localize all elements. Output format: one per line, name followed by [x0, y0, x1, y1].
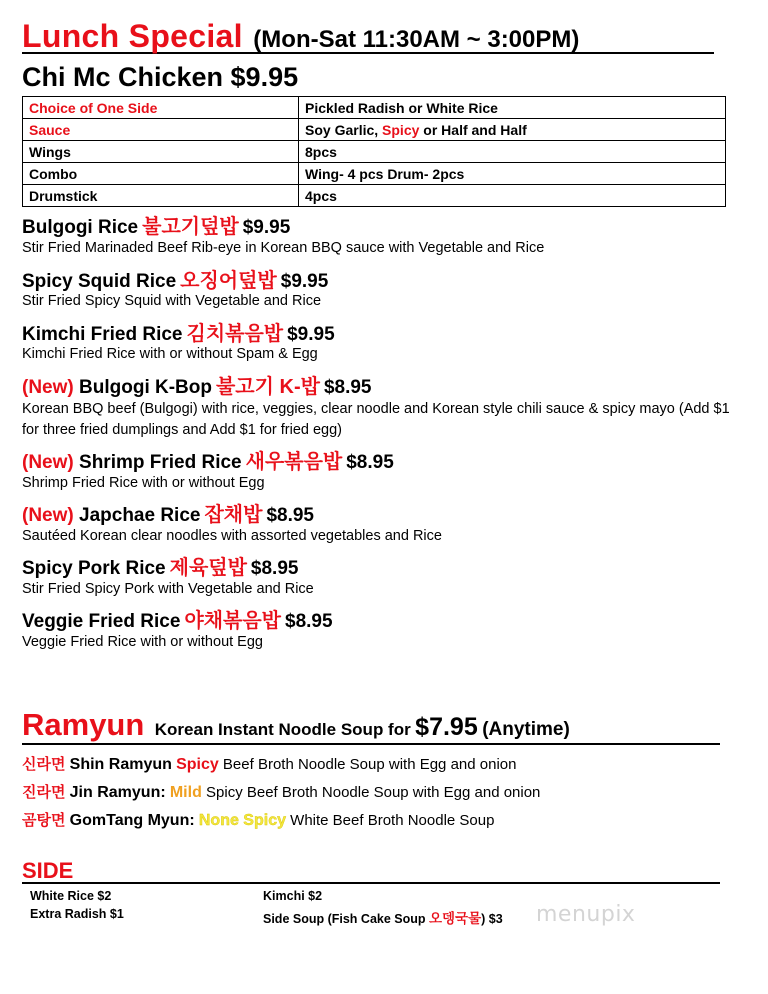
side-white-rice: White Rice $2 — [30, 889, 112, 903]
side-kimchi: Kimchi $2 — [263, 889, 323, 903]
menu-item-description: Korean BBQ beef (Bulgogi) with rice, veggies, clear noodle and Korean style chili sauce & spicy mayo (Add $1 for three fried dumplings and Add $1 for fried egg) — [22, 401, 730, 438]
menu-item-description: Stir Fried Spicy Pork with Vegetable and Rice — [22, 581, 314, 597]
chi-mc-chicken-title: Chi Mc Chicken $9.95 — [22, 62, 299, 92]
table-row — [23, 163, 726, 185]
menu-item-title: (New) Bulgogi K-Bop 불고기 K-밥 $8.95 — [22, 376, 372, 398]
side-title: SIDE — [22, 858, 74, 883]
side-extra-radish: Extra Radish $1 — [30, 907, 124, 921]
lunch-special-title: Lunch Special — [22, 18, 243, 54]
option-value: 8pcs — [299, 141, 726, 163]
menu-item-title: (New) Shrimp Fried Rice 새우볶음밥 $8.95 — [22, 451, 394, 473]
table-row — [23, 97, 726, 119]
menu-item-description: Stir Fried Marinaded Beef Rib-eye in Korean BBQ sauce with Vegetable and Rice — [22, 240, 545, 256]
menu-item-description: Stir Fried Spicy Squid with Vegetable and Rice — [22, 293, 322, 309]
menu-item-description: Shrimp Fried Rice with or without Egg — [22, 475, 265, 491]
menu-item-title: Spicy Squid Rice 오징어덮밥 $9.95 — [22, 270, 329, 292]
menu-item-title: (New) Japchae Rice 잡채밥 $8.95 — [22, 504, 314, 526]
ramyun-row: 곰탕면 GomTang Myun: None Spicy White Beef Broth Noodle Soup — [22, 812, 495, 829]
ramyun-row: 신라면 Shin Ramyun Spicy Beef Broth Noodle Soup with Egg and onion — [22, 756, 517, 773]
ramyun-title: Ramyun — [22, 707, 145, 742]
option-label: Drumstick — [23, 185, 299, 207]
page-header — [22, 18, 714, 54]
option-label: Sauce — [23, 119, 299, 141]
ramyun-anytime: (Anytime) — [482, 719, 570, 740]
chicken-options-table — [22, 96, 726, 207]
side-header — [22, 858, 720, 884]
option-value: Pickled Radish or White Rice — [299, 97, 726, 119]
menupix-watermark: menupix — [536, 902, 636, 927]
menu-item-description: Veggie Fried Rice with or without Egg — [22, 634, 263, 650]
menu-item-title: Spicy Pork Rice 제육덮밥 $8.95 — [22, 557, 299, 579]
table-row — [23, 141, 726, 163]
ramyun-row: 진라면 Jin Ramyun: Mild Spicy Beef Broth Noodle Soup with Egg and onion — [22, 784, 541, 801]
table-row — [23, 185, 726, 207]
option-value: 4pcs — [299, 185, 726, 207]
option-label: Wings — [23, 141, 299, 163]
ramyun-header — [22, 707, 720, 745]
menu-item-title: Veggie Fried Rice 야채볶음밥 $8.95 — [22, 610, 333, 632]
ramyun-subtitle: Korean Instant Noodle Soup for — [154, 720, 411, 739]
menu-item-title: Kimchi Fried Rice 김치볶음밥 $9.95 — [22, 323, 335, 345]
option-value: Wing- 4 pcs Drum- 2pcs — [299, 163, 726, 185]
menu-item-description: Kimchi Fried Rice with or without Spam & Egg — [22, 346, 318, 362]
table-row — [23, 119, 726, 141]
option-value: Soy Garlic, Spicy or Half and Half — [299, 119, 726, 141]
menu-item-description: Sautéed Korean clear noodles with assorted vegetables and Rice — [22, 528, 442, 544]
option-label: Choice of One Side — [23, 97, 299, 119]
option-label: Combo — [23, 163, 299, 185]
ramyun-price: $7.95 — [415, 713, 478, 741]
lunch-hours: (Mon-Sat 11:30AM ~ 3:00PM) — [253, 26, 580, 53]
side-soup: Side Soup (Fish Cake Soup 오뎅국물) $3 — [263, 911, 503, 926]
menu-item-title: Bulgogi Rice 불고기덮밥 $9.95 — [22, 216, 291, 238]
